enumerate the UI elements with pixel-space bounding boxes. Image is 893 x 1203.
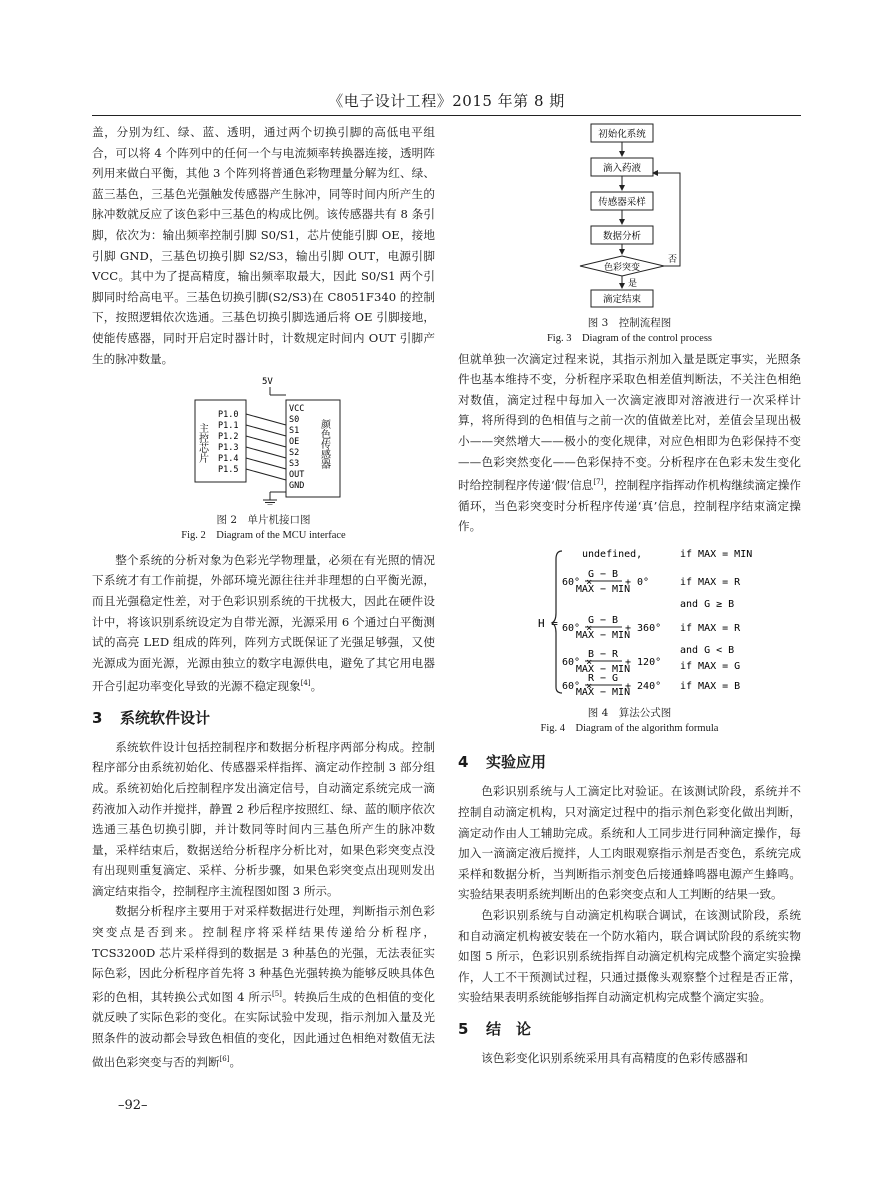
figure-4 xyxy=(458,545,801,738)
fig4-caption-cn: 图 4 算法公式图 xyxy=(587,707,672,720)
sensor-pin-label: S0 xyxy=(289,415,300,426)
pin-wire xyxy=(246,414,286,425)
figure-3 xyxy=(458,118,801,347)
right-paragraph-1: 但就单独一次滴定过程来说，其指示剂加入量是既定事实，光照条件也基本维持不变，分析程序采取色相差值判断法，不关注色相绝对数值，滴定过程中每加入一次滴定液即对溶液进行一次采样计算，将所得到的色相值与之前一次的值做差比对，差值会呈现出极小——突然增大——极小的变化规律，对应色相即为色彩保持不变——色彩突然变化——色彩保持不变。分析程序在色彩未发生变化时给控制程序传递‘假’信息[7]，控制程序指挥动作机构继续滴定操作循环，当色彩突变时分析程序传递‘真’信息，控制程序结束滴定操作。 xyxy=(458,351,801,534)
right-paragraph-2: 色彩识别系统与人工滴定比对验证。在该测试阶段，系统并不控制自动滴定机构，只对滴定过程中的指示剂色彩变化做出判断，滴定动作由人工辅助完成。系统和人工同步进行同种滴定操作，每加入一滴滴定液后搅拌，人工肉眼观察指示剂是否变色，系统完成采样和数据分析，当判断指示剂变色后接通蜂鸣器电源产生蜂鸣。实验结果表明系统判断出的色彩突变点和人工判断的结果一致。 xyxy=(458,784,801,902)
pin-wire xyxy=(246,458,286,469)
sensor-pin-label: OE xyxy=(289,437,300,448)
sensor-pin-label: GND xyxy=(289,481,305,492)
power-label: 5V xyxy=(262,377,273,388)
no-label: 否 xyxy=(668,255,678,265)
fig2-caption-en: Fig. 2 Diagram of the MCU interface xyxy=(181,529,346,541)
mcu-interface-diagram xyxy=(92,375,435,505)
svg-text:传感器采样: 传感器采样 xyxy=(598,197,646,208)
svg-text:色彩突变: 色彩突变 xyxy=(603,263,641,273)
left-column xyxy=(92,122,435,1072)
pin-wire xyxy=(246,436,286,447)
svg-text:and G < B: and G < B xyxy=(680,644,735,656)
journal-header: 《电子设计工程》2015 年第 8 期 xyxy=(328,92,565,110)
mcu-pin-label: P1.0 xyxy=(218,410,239,421)
svg-text:数据分析: 数据分析 xyxy=(602,231,642,242)
svg-text:if MAX = B: if MAX = B xyxy=(680,680,741,692)
fig3-caption-en: Fig. 3 Diagram of the control process xyxy=(546,332,713,344)
svg-text:if MAX = MIN: if MAX = MIN xyxy=(680,548,753,560)
sensor-pin-label: S2 xyxy=(289,448,300,459)
sensor-pin-label: S1 xyxy=(289,426,300,437)
formula-lhs: H = xyxy=(538,616,558,630)
pin-wire xyxy=(246,425,286,436)
svg-text:60° ×: 60° × xyxy=(562,622,593,634)
svg-text:G − B: G − B xyxy=(587,568,619,580)
section-4-heading: 4 实验应用 xyxy=(458,753,547,772)
svg-text:+ 120°: + 120° xyxy=(625,656,662,668)
mcu-pin-label: P1.5 xyxy=(218,465,239,476)
header-rule xyxy=(92,115,801,116)
mcu-pin-label: P1.4 xyxy=(218,454,239,465)
pin-wire xyxy=(246,469,286,480)
svg-text:60° ×: 60° × xyxy=(562,576,593,588)
mcu-pin-label: P1.1 xyxy=(218,421,239,432)
svg-text:MAX − MIN: MAX − MIN xyxy=(575,686,631,695)
mcu-pin-label: P1.2 xyxy=(218,432,239,443)
pin-wire xyxy=(246,447,286,458)
svg-text:+ 360°: + 360° xyxy=(625,622,662,634)
left-paragraph-3: 系统软件设计包括控制程序和数据分析程序两部分构成。控制程序部分由系统初始化、传感器采样指挥、滴定动作控制 3 部分组成。系统初始化后控制程序发出滴定信号，自动滴定系统完成一滴药液加入动作并搅拌，静置 2 秒后程序按照红、绿、蓝的顺序依次选通三基色切换引脚，并计数同等时间内三基色所产生的脉冲数量，采样结束后，数据送给分析程序分析比对，如果色彩突变点没有出现则重复滴定、采样、分析步骤，如果色彩突变点出现则发出滴定结束指令，控制程序主流程图如图 3 所示。 xyxy=(92,739,435,898)
svg-text:MAX − MIN: MAX − MIN xyxy=(575,663,631,675)
svg-text:滴定结束: 滴定结束 xyxy=(602,294,642,305)
svg-text:滴入药液: 滴入药液 xyxy=(602,163,642,174)
svg-text:R − G: R − G xyxy=(587,672,619,684)
section-5-heading: 5 结 论 xyxy=(458,1019,532,1038)
algorithm-formula xyxy=(458,545,801,695)
page-number: –92– xyxy=(118,1098,148,1113)
fig4-caption-en: Fig. 4 Diagram of the algorithm formula xyxy=(540,723,719,735)
right-column xyxy=(458,118,801,1069)
svg-text:MAX − MIN: MAX − MIN xyxy=(575,629,631,641)
left-paragraph-1: 盖，分别为红、绿、蓝、透明，通过两个切换引脚的高低电平组合，可以将 4 个阵列中的任何一个与电流频率转换器连接，透明阵列用来做白平衡，其他 3 个阵列将普通色彩物理量分解为红、绿、蓝三基色，三基色光强触发传感器产生脉冲，同等时间内所产生的脉冲数就反应了该色彩中三基色的构成比例。该传感器共有 8 条引脚，依次为：输出频率控制引脚 S0/S1，芯片使能引脚 OE，接地引脚 GND，三基色切换引脚 S2/S3，输出引脚 OUT，电源引脚 VCC。其中为了提高精度，输出频率取最大，因此 S0/S1 两个引脚同时给高电平。三基色切换引脚(S2/S3)在 C8051F340 的控制下，按照逻辑依次选通。三基色切换引脚选通后将 OE 引脚接地，使能传感器，同时开启定时器计时，计数规定时间内 OUT 引脚产生的脉冲数量。 xyxy=(92,125,435,366)
svg-text:if MAX = R: if MAX = R xyxy=(680,576,741,588)
svg-text:if MAX = G: if MAX = G xyxy=(680,660,741,672)
right-paragraph-4: 该色彩变化识别系统采用具有高精度的色彩传感器和 xyxy=(481,1050,748,1065)
left-paragraph-4: 数据分析程序主要用于对采样数据进行处理，判断指示剂色彩突变点是否到来。控制程序将采样结果传递给分析程序，TCS3200D 芯片采样得到的数据是 3 种基色的光强，无法表征实际色彩，因此分析程序首先将 3 种基色光强转换为能够反映具体色彩的色相，其转换公式如图 4 所示[5]。转换后生成的色相值的变化就反映了实际色彩的变化。在实际试验中发现，指示剂加入量及光照条件的波动都会导致色相值的变化，因此通过色相绝对数值无法做出色彩突变与否的判断[6]。 xyxy=(92,904,435,1069)
right-paragraph-3: 色彩识别系统与自动滴定机构联合调试，在该测试阶段，系统和自动滴定机构被安装在一个防水箱内，联合调试阶段的系统实物如图 5 所示，色彩识别系统指挥自动滴定机构完成整个滴定实验操作，人工不干预测试过程，只通过摄像头观察整个过程是否正常，实验结果表明系统能够指挥自动滴定机构完成整个滴定实验。 xyxy=(458,907,801,1005)
sensor-pin-label: S3 xyxy=(289,459,300,470)
fig2-caption-cn: 图 2 单片机接口图 xyxy=(216,513,311,526)
svg-text:+ 0°: + 0° xyxy=(625,576,650,588)
svg-text:undefined,: undefined, xyxy=(582,548,643,560)
svg-text:+ 240°: + 240° xyxy=(625,680,662,692)
section-3-heading: 3 系统软件设计 xyxy=(92,708,211,727)
svg-text:MAX − MIN: MAX − MIN xyxy=(575,583,631,595)
figure-2 xyxy=(92,375,435,544)
sensor-pin-label: VCC xyxy=(289,404,305,415)
mcu-pin-label: P1.3 xyxy=(218,443,239,454)
yes-label: 是 xyxy=(628,279,638,289)
svg-text:G − B: G − B xyxy=(587,614,619,626)
svg-text:初始化系统: 初始化系统 xyxy=(598,129,646,140)
svg-text:and G ≥ B: and G ≥ B xyxy=(680,598,735,610)
sensor-pin-label: OUT xyxy=(289,470,305,481)
fig3-caption-cn: 图 3 控制流程图 xyxy=(587,316,672,329)
svg-text:60° ×: 60° × xyxy=(562,680,593,692)
control-flowchart xyxy=(458,118,801,308)
svg-text:B − R: B − R xyxy=(587,648,619,660)
sensor-label: 颜色传感器 xyxy=(318,419,330,470)
mcu-label: 主控芯片 xyxy=(196,423,208,464)
svg-text:60° ×: 60° × xyxy=(562,656,593,668)
svg-text:if MAX = R: if MAX = R xyxy=(680,622,741,634)
left-paragraph-2: 整个系统的分析对象为色彩光学物理量，必须在有光照的情况下系统才有工作前提，外部环境光源往往并非理想的白平衡光源，而且光强稳定性差，对于色彩识别系统的干扰极大，因此在硬件设计中，将该识别系统设定为自带光源，光源采用 6 个通过白平衡测试的高亮 LED 组成的阵列，阵列方式既保证了光强足够强，又使光源成为面光源，光源由独立的数字电源供电，避免了其它用电器开合引起功率变化导致的光源不稳定现象[4]。 xyxy=(92,552,435,694)
